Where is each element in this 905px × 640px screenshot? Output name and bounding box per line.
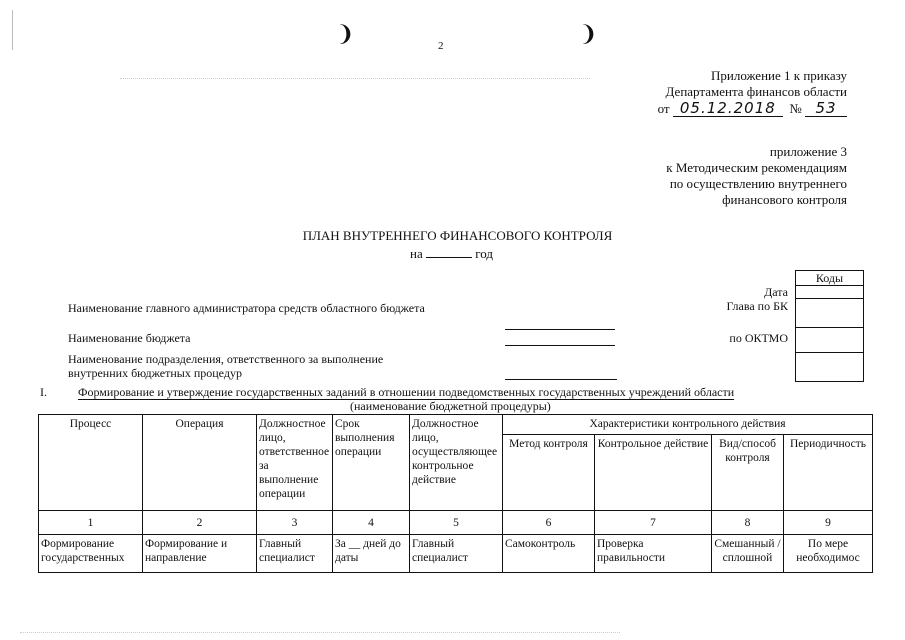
scan-dots	[120, 78, 590, 80]
section-caption: (наименование бюджетной процедуры)	[350, 399, 551, 413]
scan-dots-bottom	[20, 632, 620, 634]
header-period: Периодичность	[784, 435, 873, 511]
codes-cell-extra	[795, 353, 864, 382]
division-label	[68, 352, 383, 380]
cell-method: Самоконтроль	[503, 535, 595, 573]
header-type: Вид/способ контроля	[712, 435, 784, 511]
approval-line1: Приложение 1 к приказу	[710, 68, 847, 83]
plan-year-line	[410, 246, 493, 262]
year-prefix: на	[410, 246, 423, 261]
year-suffix: год	[475, 246, 493, 261]
cell-process: Формирование государственных	[39, 535, 143, 573]
approval-date-line	[658, 100, 847, 117]
glava-label: Глава по БК	[726, 299, 788, 313]
header-deadline: Срок выполнения операции	[333, 415, 410, 511]
col-number: 1	[39, 511, 143, 535]
cell-official: Главный специалист	[257, 535, 333, 573]
page-number: 2	[438, 40, 444, 52]
from-label: от	[657, 101, 670, 116]
oktmo-label: по ОКТМО	[729, 331, 788, 345]
header-action: Контрольное действие	[595, 435, 712, 511]
codes-cell-date	[795, 285, 864, 299]
col-number: 8	[712, 511, 784, 535]
codes-cell-glava	[795, 299, 864, 328]
cell-type: Смешанный /сплошной	[712, 535, 784, 573]
col-number: 6	[503, 511, 595, 535]
approval-line2: Департамента финансов области	[665, 84, 847, 99]
admin-value-line	[505, 329, 615, 330]
approval-number: 53	[805, 100, 847, 117]
number-row	[39, 511, 873, 535]
header-process: Процесс	[39, 415, 143, 511]
cell-controller: Главный специалист	[410, 535, 503, 573]
appendix-line: финансового контроля	[722, 192, 847, 207]
appendix-line: по осуществлению внутреннего	[669, 176, 847, 191]
header-official: Должностное лицо, ответственное за выполнение операции	[257, 415, 333, 511]
col-number: 9	[784, 511, 873, 535]
appendix-line: к Методическим рекомендациям	[666, 160, 847, 175]
cell-deadline: За __ дней до даты	[333, 535, 410, 573]
codes-header: Коды	[795, 270, 864, 286]
division-label-line1: Наименование подразделения, ответственного за выполнение	[68, 352, 384, 366]
budget-value-line	[505, 345, 615, 346]
col-number: 7	[595, 511, 712, 535]
appendix-line: приложение 3	[769, 144, 847, 159]
number-label: №	[789, 101, 802, 116]
header-operation: Операция	[143, 415, 257, 511]
appendix-block	[666, 144, 847, 208]
admin-label: Наименование главного администратора средств областного бюджета	[68, 301, 425, 315]
date-label: Дата	[764, 285, 788, 299]
control-plan-table	[38, 414, 873, 573]
col-number: 3	[257, 511, 333, 535]
cell-operation: Формирование и направление	[143, 535, 257, 573]
scan-edge	[12, 10, 13, 50]
col-number: 5	[410, 511, 503, 535]
approval-block	[658, 68, 847, 117]
section-title: Формирование и утверждение государственных заданий в отношении подведомственных государственных учреждений области	[78, 385, 735, 399]
division-value-line	[505, 379, 617, 380]
approval-date: 05.12.2018	[673, 100, 783, 117]
cell-period: По мере необходимос	[784, 535, 873, 573]
header-characteristics: Характеристики контрольного действия	[503, 415, 873, 435]
table-row	[39, 535, 873, 573]
punch-mark-left: ❩	[336, 22, 355, 47]
plan-title: ПЛАН ВНУТРЕННЕГО ФИНАНСОВОГО КОНТРОЛЯ	[302, 228, 613, 243]
budget-label: Наименование бюджета	[68, 331, 191, 345]
col-number: 4	[333, 511, 410, 535]
section-number: I.	[40, 385, 47, 399]
codes-cell-oktmo	[795, 328, 864, 353]
header-controller: Должностное лицо, осуществляющее контрольное действие	[410, 415, 503, 511]
punch-mark-right: ❩	[579, 22, 598, 47]
header-method: Метод контроля	[503, 435, 595, 511]
division-label-line2: внутренних бюджетных процедур	[68, 366, 242, 380]
year-blank	[426, 257, 472, 258]
col-number: 2	[143, 511, 257, 535]
cell-action: Проверка правильности	[595, 535, 712, 573]
